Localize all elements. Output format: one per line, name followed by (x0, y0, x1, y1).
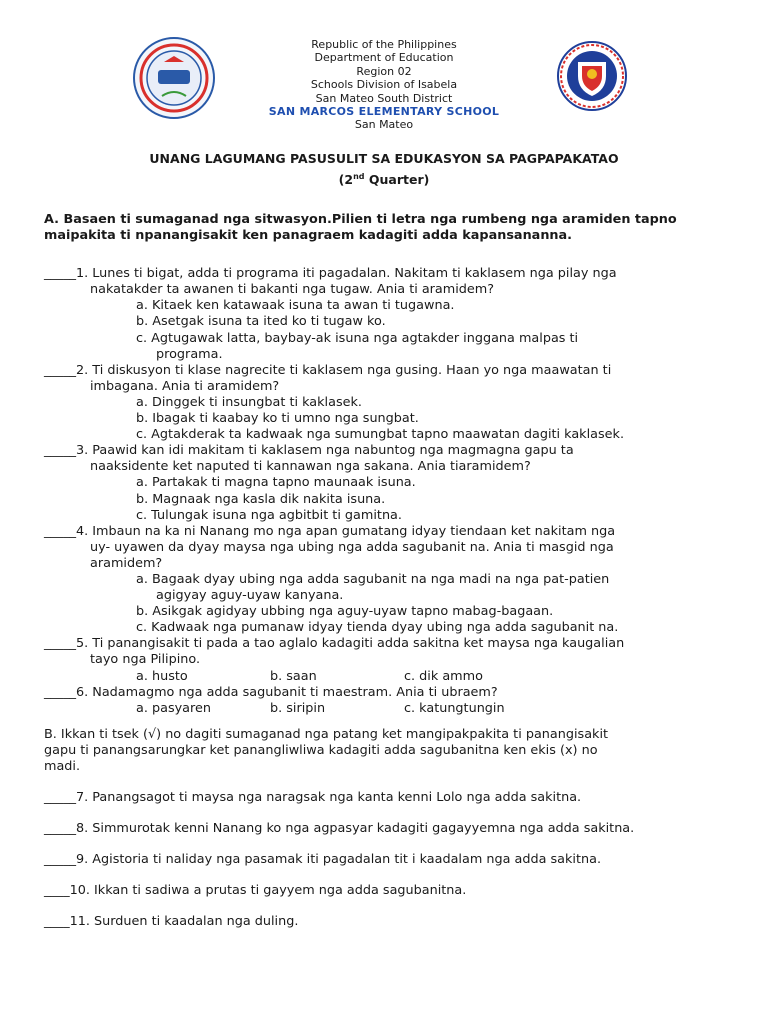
header-region: Region 02 (356, 64, 412, 78)
q5-stem-line1: _____5. Ti panangisakit ti pada a tao aglalo kadagiti adda sakitna ket maysa nga kaugalian (44, 636, 625, 652)
q4-stem-line1: _____4. Imbaun na ka ni Nanang mo nga apan gumatang idyay tiendaan ket nakitam nga (44, 523, 616, 539)
q2-option-b: b. Ibagak ti kaabay ko ti umno nga sungbat. (136, 411, 419, 427)
q4-stem-line2: uy- uyawen da dyay maysa nga ubing nga adda sagubanit na. Ania ti masgid nga (90, 539, 614, 555)
question-9: _____9. Agistoria ti naliday nga pasamak iti pagadalan tit i kaadalam nga adda sakitna. (44, 852, 602, 868)
quarter-sup: nd (353, 172, 365, 181)
q2-stem-line2: imbagana. Ania ti aramidem? (90, 378, 280, 394)
q5-options (44, 669, 724, 685)
test-title (80, 150, 688, 189)
q5-option-a: a. husto (136, 668, 188, 684)
header-district: San Mateo South District (315, 91, 453, 105)
part-a-instructions (44, 212, 724, 244)
part-b-instructions (44, 727, 724, 775)
header-division: Schools Division of Isabela (310, 78, 458, 92)
part-b-instr-line1: B. Ikkan ti tsek (√) no dagiti sumaganad nga patang ket mangipakpakita ti panangisakit (44, 726, 609, 742)
q1-option-a: a. Kitaek ken katawaak isuna ta awan ti tugawna. (136, 298, 455, 314)
header-department: Department of Education (314, 51, 454, 65)
q4-option-c: c. Kadwaak nga pumanaw idyay tienda dyay ubing nga adda sagubanit na. (136, 620, 619, 636)
q3-stem-line1: _____3. Paawid kan idi makitam ti kaklasem nga nabuntog nga magmagna gapu ta (44, 443, 574, 459)
part-a-instr-line2: maipakita ti npanangisakit ken panagraem kadagiti adda kapansananna. (44, 228, 573, 244)
quarter-close: Quarter) (364, 172, 430, 188)
q1-option-c-cont: programa. (156, 346, 223, 362)
part-b-instr-line2: gapu ti panangsarungkar ket panangliwliwa kadagiti adda sagubanitna ken ekis (x) no (44, 742, 598, 758)
q5-stem-line2: tayo nga Pilipino. (90, 652, 201, 668)
q3-stem-line2: naaksidente ket naputed ti kannawan nga sakana. Ania tiaramidem? (90, 459, 531, 475)
header-school-name: SAN MARCOS ELEMENTARY SCHOOL (268, 105, 500, 119)
header-town: San Mateo (354, 118, 414, 132)
question-5 (44, 636, 724, 684)
question-1 (44, 266, 724, 363)
q1-option-c: c. Agtugawak latta, baybay-ak isuna nga agtakder inggana malpas ti (136, 330, 579, 346)
q5-option-c: c. dik ammo (404, 668, 483, 684)
header-republic: Republic of the Philippines (311, 38, 457, 51)
q1-stem-line1: _____1. Lunes ti bigat, adda ti programa iti pagadalan. Nakitam ti kaklasem nga pilay nga (44, 266, 617, 282)
question-11: ____11. Surduen ti kaadalan nga duling. (44, 914, 299, 930)
q1-stem-line2: nakatakder ta awanen ti bakanti nga tugaw. Ania ti aramidem? (90, 282, 495, 298)
q6-stem-line1: _____6. Nadamagmo nga adda sagubanit ti maestram. Ania ti ubraem? (44, 684, 498, 700)
question-7: _____7. Panangsagot ti maysa nga naragsak nga kanta kenni Lolo nga adda sakitna. (44, 790, 582, 806)
question-10: ____10. Ikkan ti sadiwa a prutas ti gayyem nga adda sagubanitna. (44, 883, 467, 899)
q3-option-a: a. Partakak ti magna tapno maunaak isuna. (136, 475, 416, 491)
q2-option-a: a. Dinggek ti insungbat ti kaklasek. (136, 394, 362, 410)
part-b-instr-line3: madi. (44, 759, 81, 774)
question-4 (44, 524, 724, 637)
school-header (184, 38, 584, 132)
question-3 (44, 443, 724, 523)
q4-stem-line3: aramidem? (90, 555, 163, 571)
q3-option-c: c. Tulungak isuna nga agbitbit ti gamitna. (136, 507, 402, 523)
q3-option-b: b. Magnaak nga kasla dik nakita isuna. (136, 491, 386, 507)
question-2 (44, 363, 724, 443)
q4-option-b: b. Asikgak agidyay ubbing nga aguy-uyaw tapno mabag-bagaan. (136, 604, 554, 620)
q1-option-b: b. Asetgak isuna ta ited ko ti tugaw ko. (136, 314, 386, 330)
test-body (44, 212, 724, 931)
quarter-open: (2 (338, 172, 354, 188)
test-title-line: UNANG LAGUMANG PASUSULIT SA EDUKASYON SA PAGPAPAKATAO (149, 151, 619, 166)
question-6 (44, 685, 724, 717)
q6-option-c: c. katungtungin (404, 700, 505, 716)
q5-option-b: b. saan (270, 668, 317, 684)
q4-option-a-cont: agigyay aguy-uyaw kanyana. (156, 588, 344, 604)
q2-stem-line1: _____2. Ti diskusyon ti klase nagrecite ti kaklasem nga gusing. Haan yo nga maawatan ti (44, 362, 612, 378)
q2-option-c: c. Agtakderak ta kadwaak nga sumungbat tapno maawatan dagiti kaklasek. (136, 427, 625, 443)
question-8: _____8. Simmurotak kenni Nanang ko nga agpasyar kadagiti gagayyemna nga adda sakitna. (44, 821, 635, 837)
q4-option-a: a. Bagaak dyay ubing nga adda sagubanit na nga madi na nga pat-patien (136, 571, 610, 587)
q6-options (44, 701, 724, 717)
q6-option-a: a. pasyaren (136, 700, 211, 716)
part-a-instr-line1: A. Basaen ti sumaganad nga sitwasyon.Pilien ti letra nga rumbeng nga aramiden tapno (44, 212, 677, 227)
q6-option-b: b. siripin (270, 700, 326, 716)
test-quarter (80, 168, 688, 189)
